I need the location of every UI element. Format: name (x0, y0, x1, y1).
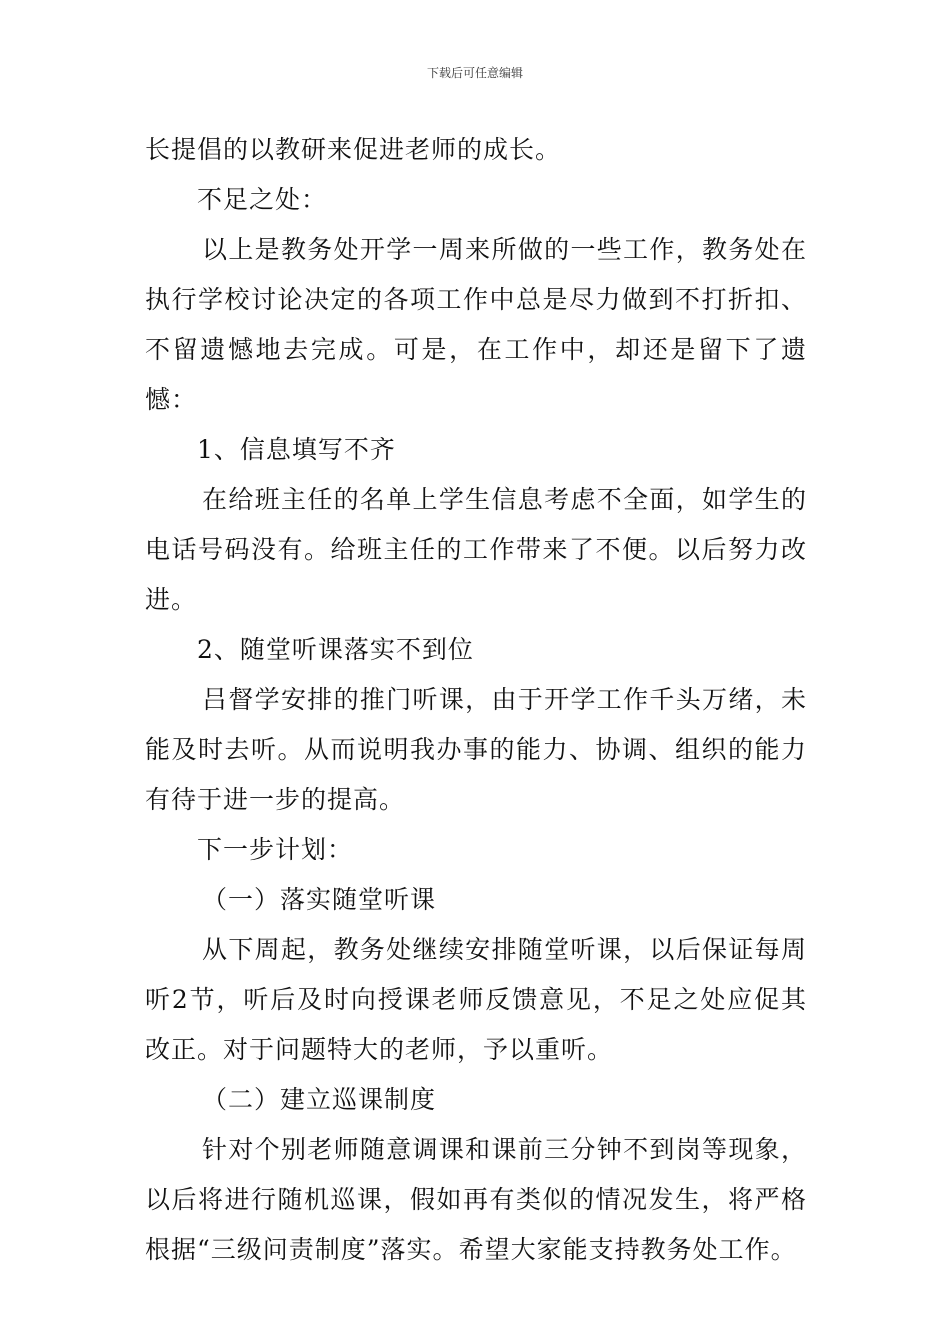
paragraph-item-1: 在给班主任的名单上学生信息考虑不全面，如学生的电话号码没有。给班主任的工作带来了不便。以后努力改进。 (145, 485, 807, 614)
paragraph-summary: 以上是教务处开学一周来所做的一些工作，教务处在执行学校讨论决定的各项工作中总是尽力做到不打折扣、不留遗憾地去完成。可是，在工作中，却还是留下了遗憾： (145, 235, 807, 414)
paragraph-plan-2: 针对个别老师随意调课和课前三分钟不到岗等现象，以后将进行随机巡课，假如再有类似的情况发生，将严格根据“三级问责制度”落实。希望大家能支持教务处工作。 (145, 1135, 807, 1264)
paragraph-continuation: 长提倡的以教研来促进老师的成长。 (145, 135, 562, 164)
paragraph-item-2: 吕督学安排的推门听课，由于开学工作千头万绪，未能及时去听。从而说明我办事的能力、协调、组织的能力有待于进一步的提高。 (145, 685, 807, 814)
heading-item-2: 2、随堂听课落实不到位 (197, 635, 474, 664)
document-body (145, 125, 807, 1275)
heading-item-1: 1、信息填写不齐 (197, 435, 396, 464)
heading-next-plan: 下一步计划： (197, 835, 354, 864)
heading-shortcomings: 不足之处： (197, 185, 328, 214)
page-header: 下载后可任意编辑 (426, 66, 523, 80)
heading-plan-2: （二）建立巡课制度 (202, 1085, 437, 1114)
heading-plan-1: （一）落实随堂听课 (202, 885, 437, 914)
paragraph-plan-1: 从下周起，教务处继续安排随堂听课，以后保证每周听2节，听后及时向授课老师反馈意见，不足之处应促其改正。对于问题特大的老师，予以重听。 (145, 935, 807, 1064)
